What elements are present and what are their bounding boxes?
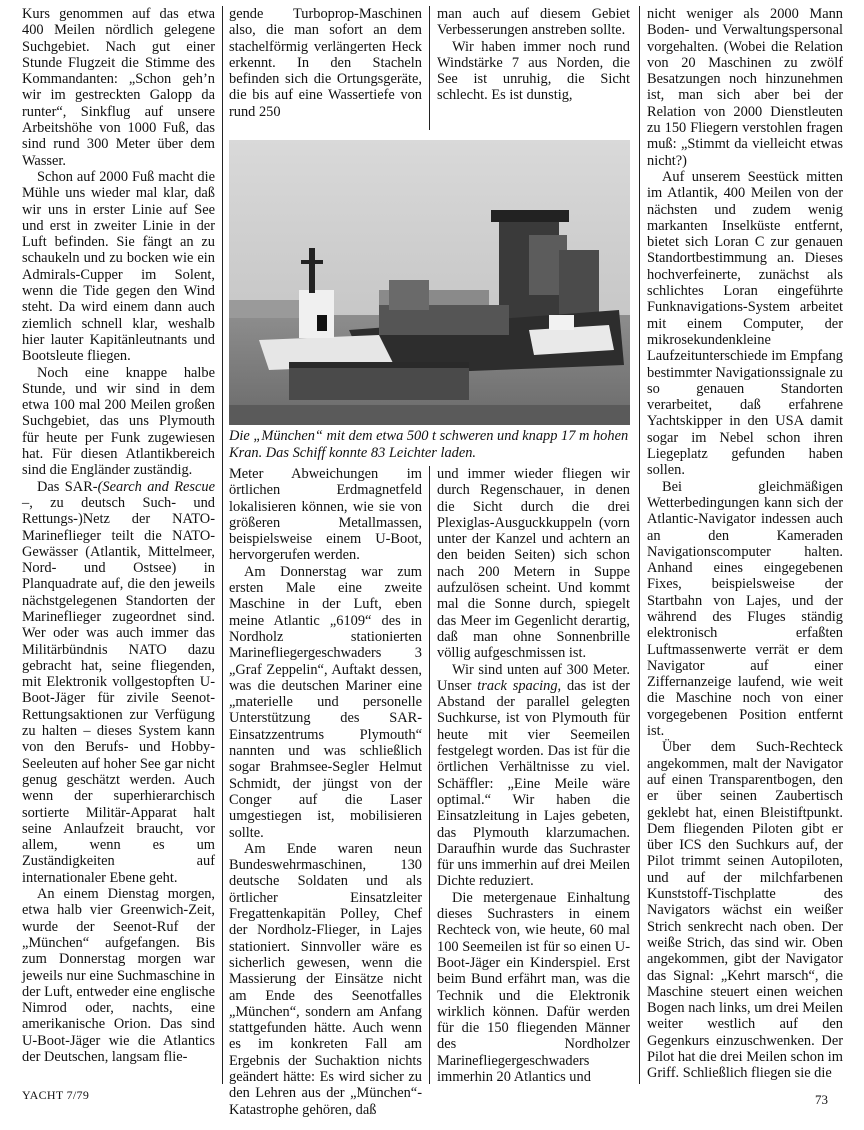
ship-illustration xyxy=(229,140,630,425)
text-column-2-top xyxy=(229,6,422,120)
column-divider xyxy=(222,6,223,1084)
text-run: Wir sind unten auf 300 Meter. Unser xyxy=(437,661,630,694)
text-run: –, zu deutsch Such- und Rettungs-)Netz der NATO-Marineflieger teilt die NATO-Gewässer (Atlantik, Mittelmeer, Nord- und Ostsee) in Planquadrate auf, die den jeweils nächstgelegenen Standorten der Marineflieger zugeordnet sind. Wer oder was auch immer das Militärbündnis NATO dazu gebracht hat, seine fliegenden, mit Elektronik vollgestopften U-Boot-Jäger für zivile Seenot-Rettungsaktionen zur Verfügung zu halten – dieses System kann von den Berufs- und Hobby-Seeleuten auf hoher See gar nicht genug geschätzt werden. Auch wenn der superhierarchisch sortierte Militär-Apparat halt seine Anlaufzeit braucht, vor allem, wenn es um Zuständigkeiten auf internationaler Ebene geht. xyxy=(22,494,215,886)
magazine-issue: YACHT 7/79 xyxy=(22,1088,90,1102)
paragraph: nicht weniger als 2000 Mann Boden- und Verwaltungspersonal vorgehalten. (Wobei die Relation von 20 Maschinen zu zwölf Besatzungen noch hinzunehmen ist, man sich aber bei der Relation von 2000 Dienstleuten zu 150 Fliegern verstohlen fragen muß: „Stimmt da vielleicht etwas nicht?) xyxy=(647,6,843,169)
paragraph: Bei gleichmäßigen Wetterbedingungen kann sich der Atlantic-Navigator indessen auch an den Kameraden Navigationscomputer halten. Anhand eines eingegebenen Fixes, beispielsweise der Startbahn von Lajes, und der während des Fluges ständig elektronisch erfaßten Luftmassenwerte verrät er dem Navigator auf einer Ziffernanzeige laufend, wie weit die Maschine noch von einer vorgegebenen Position entfernt ist. xyxy=(647,478,843,740)
italic-text: track spacing, xyxy=(477,677,562,694)
text-column-2 xyxy=(229,466,422,1118)
page-number: 73 xyxy=(815,1092,828,1107)
paragraph: Noch eine knappe halbe Stunde, und wir sind in dem etwa 100 mal 200 Meilen großen Suchgebiet, das uns Plymouth für heute per Funk zugewiesen hat. Für diesen Atlantikbereich sind die Engländer zuständig. xyxy=(22,364,215,479)
column-divider xyxy=(429,466,430,1084)
italic-text: (Search and Rescue xyxy=(97,478,215,495)
paragraph: Meter Abweichungen im örtlichen Erdmagnetfeld lokalisieren können, wie sie von größeren Metallmassen, beispielsweise einem U-Boot, hervorgerufen werden. xyxy=(229,466,422,564)
paragraph xyxy=(437,662,630,890)
photo-caption: Die „München“ mit dem etwa 500 t schweren und knapp 17 m hohen Kran. Das Schiff konnte 83 Leichter laden. xyxy=(229,428,629,461)
paragraph: und immer wieder fliegen wir durch Regenschauer, in denen die Sicht durch die drei Plexiglas-Ausguckkuppeln (vorn unter der Kanzel und achtern an den beiden Seiten) sich schon nach 200 Metern in Suppe aufzulösen scheint. Und kommt mal die Sonne durch, spiegelt das Meer im Gegenlicht derartig, daß man ohne Sonnenbrille völlig aufgeschmissen ist. xyxy=(437,466,630,662)
text-column-4 xyxy=(647,6,843,1082)
column-divider xyxy=(639,6,640,1084)
paragraph: gende Turboprop-Maschinen also, die man sofort an dem stachelförmig verlängerten Heck erkennt. In den Stacheln befinden sich die Ortungsgeräte, die bis auf eine Wassertiefe von rund 250 xyxy=(229,6,422,120)
ship-photo xyxy=(229,140,630,425)
paragraph: Kurs genommen auf das etwa 400 Meilen nördlich gelegene Suchgebiet. Nach gut einer Stunde Flugzeit die Stimme des Kommandanten: „Schon geh’n wir im gestreckten Galopp da runter“, Sinkflug auf unsere Arbeitshöhe von 1000 Fuß, das sind rund 300 Meter über dem Wasser. xyxy=(22,6,215,169)
paragraph: Über dem Such-Rechteck angekommen, malt der Navigator auf einen Transparentbogen, den er über seinen Zaubertisch geklebt hat, einen Bleistiftpunkt. Dem fliegenden Piloten gibt er über ICS den Suchkurs auf, der Pilot trimmt seinen Autopiloten, und auf der milchfarbenen Kunststoff-Tischplatte des Navigators wächst ein weißer Strich senkrecht nach oben. Der weiße Strich, das sind wir. Oben angekommen, gibt der Navigator das Signal: „Kehrt marsch“, die Maschine steuert einen weichen Bogen nach links, um drei Meilen weiter westlich auf den Gegenkurs einzuschwenken. Der Pilot hat die drei Meilen schon im Griff. Schließlich fliegen sie die xyxy=(647,739,843,1082)
text-column-3-top xyxy=(437,6,630,104)
paragraph: Schon auf 2000 Fuß macht die Mühle uns wieder mal klar, daß wir uns in erster Linie auf See und erst in zweiter Linie in der Luft befinden. Sie fängt an zu schaukeln und zu bocken wie ein Admirals-Cupper im Solent, wenn die Tide gegen den Wind steht. Da wird einem dann auch ziemlich schnell klar, weshalb hier lauter Kapitänleutnants und Bootsleute fliegen. xyxy=(22,168,215,365)
text-run: das ist der Abstand der parallel gelegten Suchkurse, ist von Plymouth für heute mit vier Seemeilen festgelegt worden. Das ist für die örtlichen Verhältnisse zu viel. Schäffler: „Eine Meile wäre optimal.“ Wir haben die Einsatzleitung in Lajes gebeten, das Plymouth klarzumachen. Daraufhin wurde das Suchraster für uns immerhin auf drei Meilen Dichte reduziert. xyxy=(437,677,631,890)
text-column-1 xyxy=(22,6,215,1065)
paragraph: man auch auf diesem Gebiet Verbesserungen anstreben sollte. xyxy=(437,6,630,39)
paragraph: Am Donnerstag war zum ersten Male eine zweite Maschine in der Luft, eben meine Atlantic „6109“ des in Nordholz stationierten Marinefliegergeschwaders 3 „Graf Zeppelin“, Auftakt dessen, was die deutschen Mariner eine „materielle und personelle Unterstützung des SAR-Einsatzzentrums Plymouth“ nannten und was schließlich sogar Brahmsee-Segler Helmut Schmidt, der jüngst von der Conger auf die Laser umgestiegen ist, mobilisieren sollte. xyxy=(229,563,422,841)
column-divider xyxy=(429,6,430,130)
paragraph: Die metergenaue Einhaltung dieses Suchrasters in einem Rechteck von, wie heute, 60 mal 100 Seemeilen ist für so einen U-Boot-Jäger ein Kinderspiel. Erst beim Bund erfährt man, was die Technik und die Elektronik wirklich können. Dafür werden für die 150 fliegenden Männer des Nordholzer Marinefliegergeschwaders immerhin 20 Atlantics und xyxy=(437,889,630,1085)
paragraph: An einem Dienstag morgen, etwa halb vier Greenwich-Zeit, wurde der Seenot-Ruf der „München“ aufgefangen. Bis zum Donnerstag morgen war jeweils nur eine Suchmaschine in der Luft, entweder eine englische Nimrod oder, nachts, eine amerikanische Orion. Das sind U-Boot-Jäger wie die Atlantics der Deutschen, langsam flie- xyxy=(22,886,215,1065)
paragraph: Wir haben immer noch rund Windstärke 7 aus Norden, die See ist unruhig, die Sicht schlecht. Es ist dunstig, xyxy=(437,38,630,104)
paragraph xyxy=(22,479,215,886)
text-column-3 xyxy=(437,466,630,1085)
paragraph: Auf unserem Seestück mitten im Atlantik, 400 Meilen von der nächsten und zudem wenig markanten Inselküste entfernt, bietet sich Loran C zur genauen Standortbestimmung an. Dieses hochverfeinerte, zunächst als schlichtes Loran eingeführte Funknavigations-System arbeitet mit einem Computer, der mikrosekundenkleine Laufzeitunterschiede im Empfang bestimmter Navigationssignale zu so genauen Standorten verarbeitet, daß erfahrene Yachtskipper in den USA damit sogar im Nebel schon ihren Liegeplatz gefunden haben sollen. xyxy=(647,168,843,479)
paragraph: Am Ende waren neun Bundeswehrmaschinen, 130 deutsche Soldaten und als örtlicher Einsatzleiter Fregattenkapitän Polley, Chef der Nordholz-Flieger, in Lajes stationiert. Sinnvoller wäre es sicherlich gewesen, wenn die Massierung der Einsätze nicht am Ende des Seenotfalles „München“, sondern am Anfang stattgefunden hätte. Auch wenn es im konkreten Fall am Ergebnis der Suchaktion nichts geändert hätte: Es wird sicher zu den Lehren aus der „München“-Katastrophe gehören, daß xyxy=(229,840,422,1118)
text-run: Das SAR- xyxy=(37,478,98,495)
